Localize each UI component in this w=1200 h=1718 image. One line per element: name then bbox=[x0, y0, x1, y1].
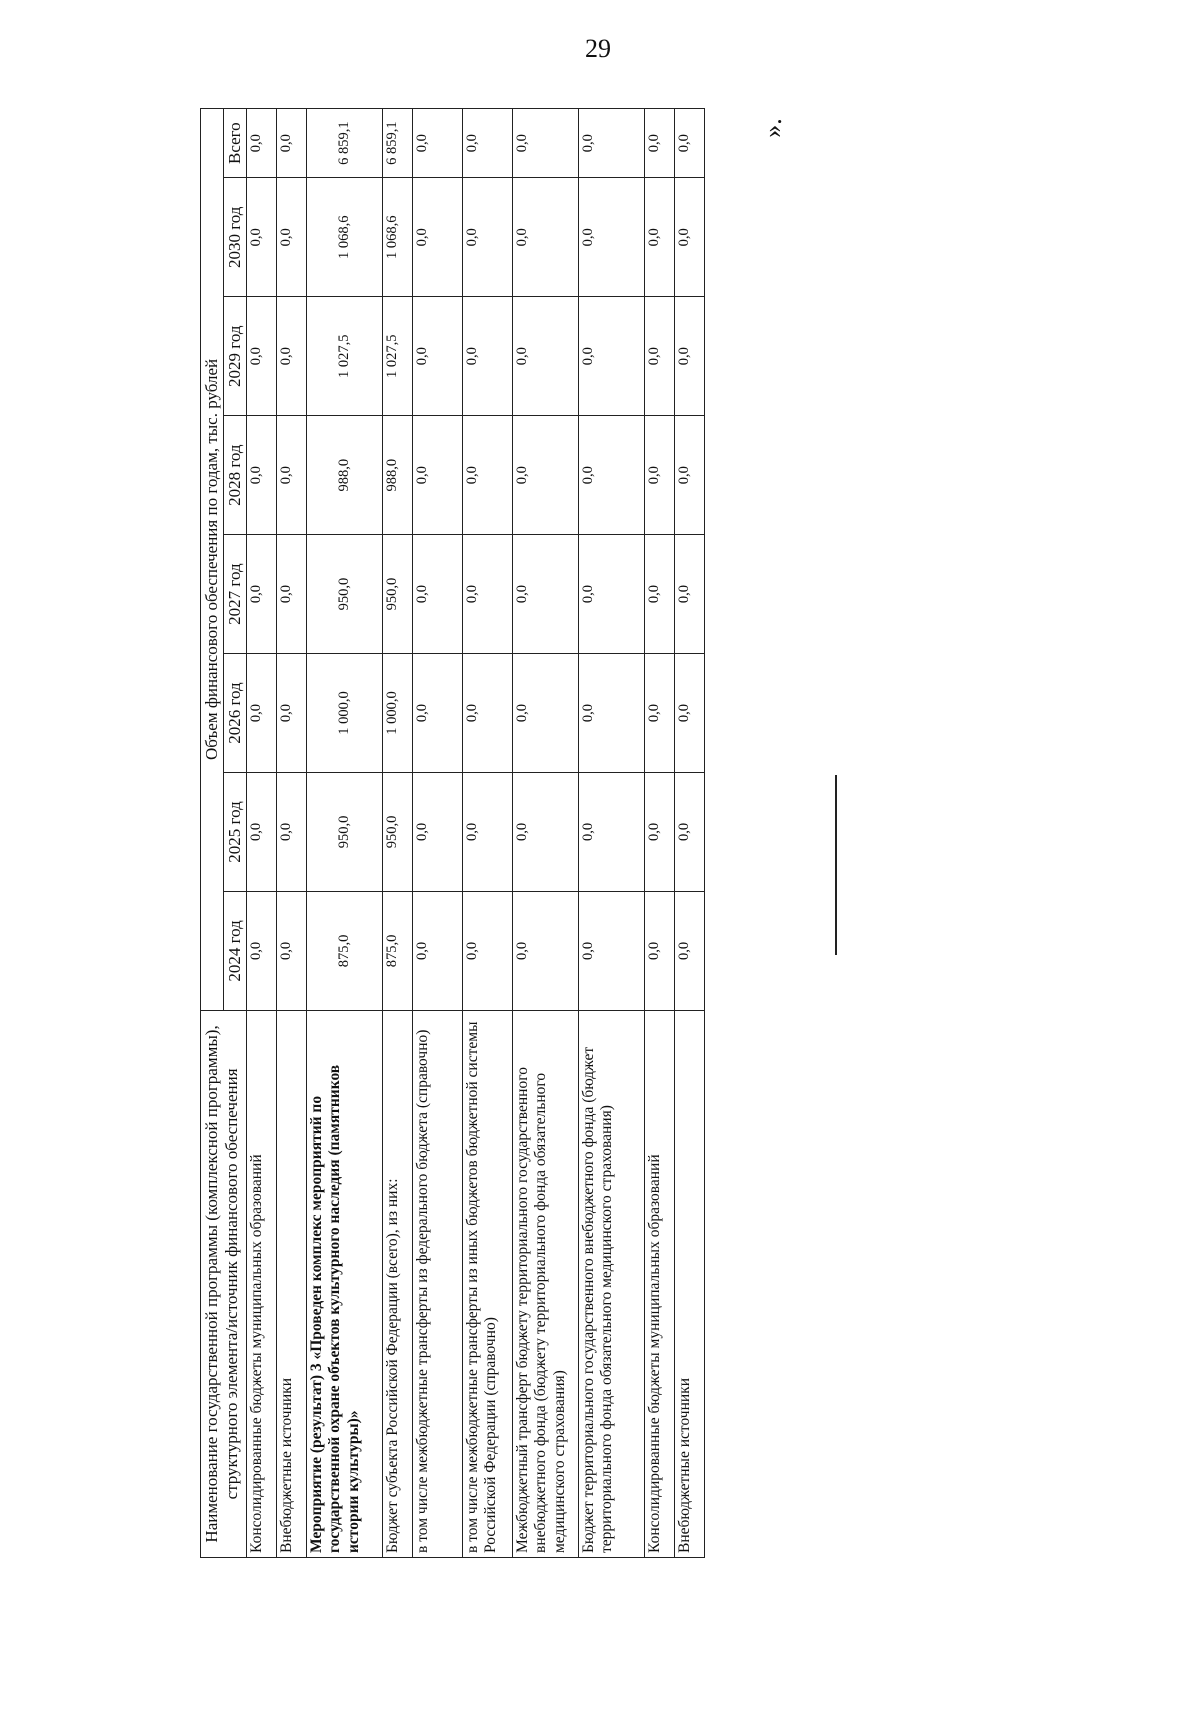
value-cell: 0,0 bbox=[247, 297, 277, 416]
value-cell: 0,0 bbox=[579, 416, 645, 535]
year-header-cell: 2025 год bbox=[224, 772, 247, 891]
value-cell: 0,0 bbox=[645, 416, 675, 535]
value-cell: 0,0 bbox=[247, 416, 277, 535]
page-number: 29 bbox=[585, 34, 611, 63]
value-cell: 0,0 bbox=[675, 297, 705, 416]
value-cell: 0,0 bbox=[579, 772, 645, 891]
value-cell: 0,0 bbox=[579, 535, 645, 654]
value-cell: 0,0 bbox=[277, 654, 307, 773]
value-cell: 0,0 bbox=[675, 535, 705, 654]
row-name-cell: в том числе межбюджетные трансферты из федерального бюджета (справочно) bbox=[413, 1010, 463, 1557]
value-cell: 0,0 bbox=[247, 772, 277, 891]
year-header-cell: 2024 год bbox=[224, 891, 247, 1010]
value-cell: 1 068,6 bbox=[383, 178, 413, 297]
value-cell: 0,0 bbox=[675, 772, 705, 891]
value-cell: 0,0 bbox=[413, 891, 463, 1010]
row-name-cell: в том числе межбюджетные трансферты из иных бюджетов бюджетной системы Российской Федерации (справочно) bbox=[463, 1010, 513, 1557]
value-cell: 0,0 bbox=[413, 772, 463, 891]
value-cell: 0,0 bbox=[513, 178, 579, 297]
value-cell: 0,0 bbox=[277, 109, 307, 178]
value-cell: 0,0 bbox=[463, 535, 513, 654]
table-row bbox=[579, 109, 645, 1558]
value-cell: 1 000,0 bbox=[383, 654, 413, 773]
row-name-cell: Внебюджетные источники bbox=[277, 1010, 307, 1557]
value-cell: 0,0 bbox=[513, 772, 579, 891]
value-cell: 0,0 bbox=[513, 535, 579, 654]
value-cell: 875,0 bbox=[307, 891, 383, 1010]
table-row bbox=[463, 109, 513, 1558]
table-body bbox=[247, 109, 705, 1558]
value-cell: 0,0 bbox=[513, 654, 579, 773]
value-cell: 0,0 bbox=[247, 178, 277, 297]
table-row bbox=[383, 109, 413, 1558]
value-cell: 0,0 bbox=[513, 297, 579, 416]
row-name-cell: Межбюджетный трансферт бюджету территориального государственного внебюджетного фонда (бюджету территориального фонда обязательного медицинского страхования) bbox=[513, 1010, 579, 1557]
value-cell: 0,0 bbox=[413, 178, 463, 297]
value-cell: 0,0 bbox=[645, 535, 675, 654]
value-cell: 0,0 bbox=[247, 109, 277, 178]
value-cell: 0,0 bbox=[463, 109, 513, 178]
value-cell: 0,0 bbox=[277, 535, 307, 654]
closing-quote: ». bbox=[757, 118, 787, 138]
value-cell: 0,0 bbox=[645, 891, 675, 1010]
value-cell: 0,0 bbox=[247, 891, 277, 1010]
table-row bbox=[645, 109, 675, 1558]
value-cell: 6 859,1 bbox=[307, 109, 383, 178]
value-cell: 0,0 bbox=[645, 178, 675, 297]
table-row bbox=[513, 109, 579, 1558]
row-name-cell: Бюджет территориального государственного внебюджетного фонда (бюджет территориального фонда обязательного медицинского страхования) bbox=[579, 1010, 645, 1557]
value-cell: 0,0 bbox=[645, 297, 675, 416]
value-cell: 0,0 bbox=[579, 109, 645, 178]
value-cell: 0,0 bbox=[463, 891, 513, 1010]
year-header-cell: 2026 год bbox=[224, 654, 247, 773]
value-cell: 0,0 bbox=[463, 416, 513, 535]
value-cell: 0,0 bbox=[413, 297, 463, 416]
value-cell: 0,0 bbox=[579, 654, 645, 773]
value-cell: 0,0 bbox=[513, 891, 579, 1010]
value-cell: 0,0 bbox=[413, 654, 463, 773]
row-name-cell: Бюджет субъекта Российской Федерации (всего), из них: bbox=[383, 1010, 413, 1557]
value-cell: 0,0 bbox=[675, 654, 705, 773]
row-name-cell: Внебюджетные источники bbox=[675, 1010, 705, 1557]
value-cell: 0,0 bbox=[645, 109, 675, 178]
year-header-cell: 2027 год bbox=[224, 535, 247, 654]
value-cell: 0,0 bbox=[413, 416, 463, 535]
table-row bbox=[247, 109, 277, 1558]
value-cell: 0,0 bbox=[463, 654, 513, 773]
value-cell: 0,0 bbox=[675, 178, 705, 297]
value-cell: 950,0 bbox=[307, 772, 383, 891]
value-cell: 0,0 bbox=[645, 772, 675, 891]
year-header-cell: 2028 год bbox=[224, 416, 247, 535]
value-cell: 0,0 bbox=[675, 891, 705, 1010]
value-cell: 1 000,0 bbox=[307, 654, 383, 773]
year-header-cell: 2029 год bbox=[224, 297, 247, 416]
value-cell: 0,0 bbox=[247, 535, 277, 654]
value-cell: 0,0 bbox=[413, 535, 463, 654]
value-cell: 0,0 bbox=[277, 416, 307, 535]
year-header-cell: Всего bbox=[224, 109, 247, 178]
rotated-table-container bbox=[200, 108, 760, 1558]
header-volume-cell: Объем финансового обеспечения по годам, тыс. рублей bbox=[201, 109, 224, 1011]
value-cell: 0,0 bbox=[277, 772, 307, 891]
table-row bbox=[675, 109, 705, 1558]
value-cell: 0,0 bbox=[463, 178, 513, 297]
header-name-cell: Наименование государственной программы (комплексной программы), структурного элемента/источник финансового обеспечения bbox=[201, 1010, 247, 1557]
value-cell: 0,0 bbox=[277, 178, 307, 297]
value-cell: 1 027,5 bbox=[307, 297, 383, 416]
value-cell: 0,0 bbox=[463, 297, 513, 416]
value-cell: 0,0 bbox=[247, 654, 277, 773]
value-cell: 0,0 bbox=[413, 109, 463, 178]
value-cell: 0,0 bbox=[645, 654, 675, 773]
value-cell: 1 068,6 bbox=[307, 178, 383, 297]
value-cell: 0,0 bbox=[579, 178, 645, 297]
table-row bbox=[277, 109, 307, 1558]
table-row bbox=[307, 109, 383, 1558]
value-cell: 875,0 bbox=[383, 891, 413, 1010]
value-cell: 0,0 bbox=[579, 297, 645, 416]
row-name-cell: Консолидированные бюджеты муниципальных образований bbox=[247, 1010, 277, 1557]
row-name-cell: Консолидированные бюджеты муниципальных образований bbox=[645, 1010, 675, 1557]
value-cell: 950,0 bbox=[383, 535, 413, 654]
value-cell: 988,0 bbox=[383, 416, 413, 535]
value-cell: 0,0 bbox=[513, 416, 579, 535]
financing-table bbox=[200, 108, 705, 1558]
value-cell: 0,0 bbox=[277, 891, 307, 1010]
value-cell: 0,0 bbox=[463, 772, 513, 891]
value-cell: 0,0 bbox=[675, 416, 705, 535]
value-cell: 0,0 bbox=[579, 891, 645, 1010]
value-cell: 0,0 bbox=[277, 297, 307, 416]
value-cell: 988,0 bbox=[307, 416, 383, 535]
value-cell: 950,0 bbox=[383, 772, 413, 891]
year-header-cell: 2030 год bbox=[224, 178, 247, 297]
value-cell: 0,0 bbox=[513, 109, 579, 178]
value-cell: 0,0 bbox=[675, 109, 705, 178]
table-row bbox=[413, 109, 463, 1558]
value-cell: 6 859,1 bbox=[383, 109, 413, 178]
row-name-cell: Мероприятие (результат) 3 «Проведен комплекс мероприятий по государственной охране объектов культурного наследия (памятников истории культуры)» bbox=[307, 1010, 383, 1557]
value-cell: 1 027,5 bbox=[383, 297, 413, 416]
value-cell: 950,0 bbox=[307, 535, 383, 654]
separator-line bbox=[835, 775, 837, 955]
